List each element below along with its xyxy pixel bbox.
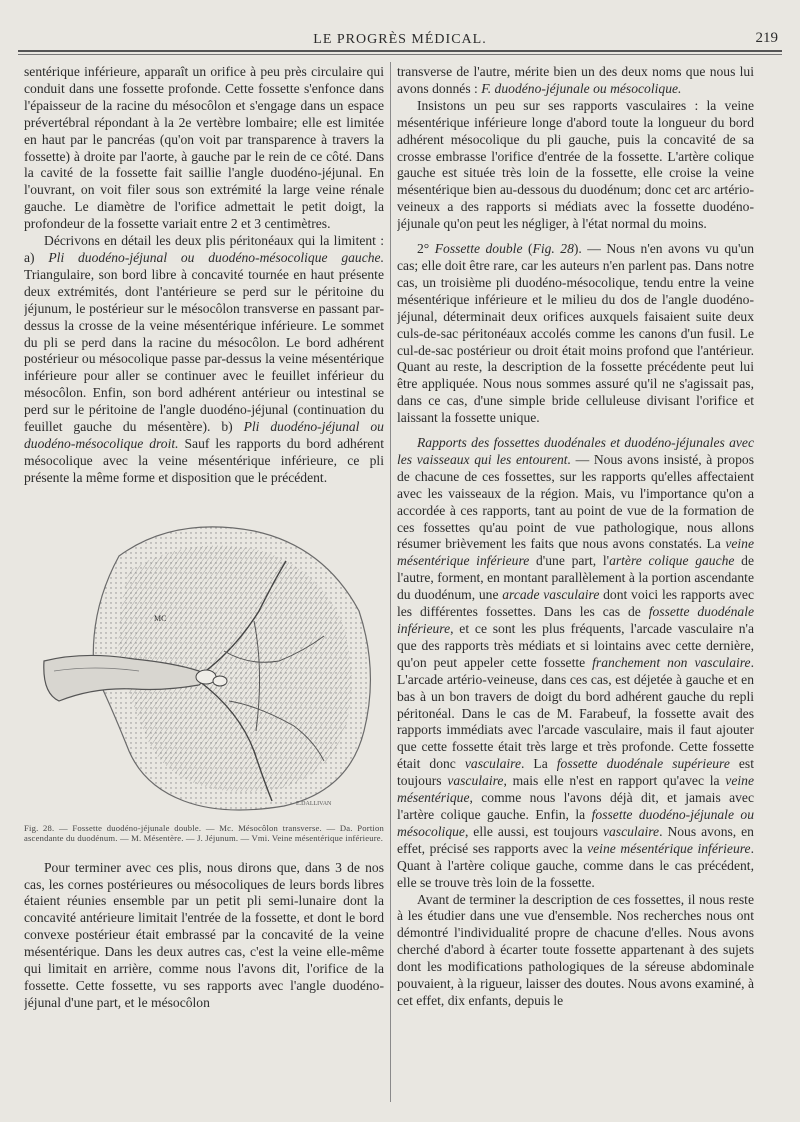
paragraph: Pour terminer avec ces plis, nous dirons que, dans 3 de nos cas, les cornes postérieures ou mésocoliques de leurs bords libres étaient réunies ensemble par un petit pli semi-lunaire dont la concavité antérieure limitait l'entrée de la fossette, et dont le bord convexe postérieur était embrassé par la concavité de la veine mésentérique. Dans les deux autres cas, c'est la veine elle-même qui limitait en arrière, comme nous l'avons dit, l'orifice de la fossette. Cette fossette, vu ses rapports avec l'angle duodéno-jéjunal d'une part, et le mésocôlon — [24, 859, 384, 1010]
text-run: dont voici les rapports avec les différentes fossettes. Dans les cas de — [397, 587, 754, 620]
text-run: Décrivons en détail les deux plis péritonéaux qui la limitent : a) — [24, 233, 384, 265]
left-column — [24, 64, 384, 1104]
paragraph — [24, 233, 384, 487]
text-run: . Nous avons, en effet, précisé ses rapports avec la — [397, 823, 754, 856]
italic-term: franchement non vasculaire — [592, 654, 751, 670]
text-run: . Quant à l'artère colique gauche, comme dans le cas précédent, elle se trouve très loin de la fossette. — [397, 840, 754, 890]
text-run: . La — [521, 756, 557, 772]
paragraph: Avant de terminer la description de ces fossettes, il nous reste à les étudier dans une vue d'ensemble. Nos recherches nous ont démontré l'individualité propre de chacune d'elles. Nous avons cherché d'abord à écarter toute fossette appartenant à des sujets dont les modifications pathologiques de la séreuse abdominale pouvaient, à la rigueur, laisser des doutes. Nous avons examiné, à cet effet, dix enfants, depuis le — [397, 891, 754, 1008]
italic-term: fossette duodéno-jéjunale ou mésocolique — [397, 806, 754, 839]
text-run: . L'arcade artério-veineuse, dans ces cas, est déjetée à gauche et en bas à un bon travers de doigt du bord adhérent gauche du repli péritonéal. Dans le cas de M. Farabeuf, la fossette avait des rapports immédiats avec l'arcade vasculaire, mais il faut ajouter que cette fossette était très large et très profonde. Cette fossette était donc — [397, 654, 754, 772]
text-run: ). — Nous n'en avons vu qu'un cas; elle doit être rare, car les auteurs n'en parlent pas. Dans notre cas, un troisième pli duodéno-mésocolique, tendu entre la veine mésentérique inférieure et le milieu du dos de l'angle duodéno-jéjunal, déterminait deux orifices auxquels faisaient suite deux culs-de-sac péritonéaux accolés comme les canons d'un fusil. Le cul-de-sac postérieur ou droit était moins profond que l'antérieur. Quant au reste, la description de la fossette précédente peut lui être appliquée. Nous nous sommes assuré qu'il ne s'agissait pas, dans ce cas, d'une simple bride celluleuse divisant l'orifice et laissant la fossette unique. — [397, 241, 754, 426]
text-run: , mais elle n'est en rapport qu'avec la — [503, 773, 726, 789]
italic-term: artère colique gauche — [609, 553, 735, 569]
right-column — [397, 64, 754, 1104]
italic-term: vasculaire — [464, 756, 521, 772]
text-run: ( — [522, 241, 533, 257]
italic-term: fossette duodénale supérieure — [556, 756, 730, 772]
text-run: , elle aussi, est toujours — [464, 823, 603, 839]
italic-term: veine mésentérique inférieure — [397, 536, 754, 569]
running-title: LE PROGRÈS MÉDICAL. — [313, 32, 487, 47]
header-rule — [18, 50, 782, 55]
paragraph — [397, 64, 754, 98]
paragraph — [397, 241, 754, 427]
italic-term: vasculaire — [447, 773, 504, 789]
text-run: de l'autre, forment, en montant parallèlement à la portion ascendante du duodénum, une — [397, 553, 754, 603]
italic-heading: Pli duodéno-jéjunal ou duodéno-mésocolique droit. — [24, 419, 384, 451]
figure-label-mc: MC — [154, 613, 167, 623]
anatomical-figure — [24, 501, 384, 844]
text-run: d'une part, l' — [529, 553, 610, 569]
text-run: est toujours — [397, 756, 754, 789]
page-header — [18, 28, 782, 52]
text-run: Sauf les rapports du bord adhérent mésocolique avec la veine mésentérique inférieure, ce pli présente la même forme et disposition que le précédent. — [24, 435, 384, 485]
italic-heading: Rapports des fossettes duodénales et duodéno-jéjunales avec les vaisseaux qui les entourent. — [397, 435, 754, 467]
figure-signature: E.DALLIVAN — [296, 800, 332, 807]
figure-reference: Fig. 28 — [532, 241, 574, 257]
italic-term: fossette duodénale inférieure — [397, 604, 754, 636]
text-run: Triangulaire, son bord libre à concavité tournée en haut présente deux extrémités, dont l'antérieure se perd sur le péritoine du jéjunum, le postérieur sur le mésocôlon transverse en passant par-dessus la crosse de la veine mésentérique inférieure. Le sommet du pli se perd dans la racine du mésocôlon. Le bord adhérent postérieur ou mésocolique passe par-dessus la veine mésentérique inférieure pour aller se continuer avec le feuillet inférieur du mésocôlon. Enfin, son bord adhérent antérieur ou intestinal se perd sur le péritoine de l'angle duodéno-jéjunal (continuation du feuillet gauche du mésentère). b) — [24, 266, 384, 435]
column-divider — [390, 62, 391, 1102]
text-run: — Nous avons insisté, à propos de chacune de ces fossettes, sur les rapports qu'elles affectaient avec les vaisseaux de la région. Mais, vu l'importance qu'on a accordée à ces rapports, tant au point de vue de la formation de ces fossettes qu'au point de vue pathologique, nous allons résumer brièvement les faits que nous avons constatés. La — [397, 451, 754, 552]
italic-heading: Fossette double — [434, 241, 523, 257]
text-run: transverse de l'autre, mérite bien un des deux noms que nous lui avons donnés : — [397, 64, 754, 96]
paragraph — [397, 435, 754, 891]
text-run: , et ce sont les plus fréquents, l'arcade vasculaire n'a que des rapports très médiats et si lointains avec cette dernière, qu'on peut appeler cette fossette — [397, 621, 754, 670]
figure-caption: Fig. 28. — Fossette duodéno-jéjunale double. — Mc. Mésocôlon transverse. — Da. Portion ascendante du duodénum. — M. Mésentère. — J. Jéjunum. — Vmi. Veine mésentérique inférieure. — [24, 822, 384, 844]
figure-illustration — [24, 501, 384, 821]
italic-term: F. duodéno-jéjunale ou mésocolique. — [481, 80, 682, 96]
text-run: 2° — [417, 241, 435, 257]
paragraph: sentérique inférieure, apparaît un orifice à peu près circulaire qui conduit dans une fossette profonde. Cette fossette s'enfonce dans l'épaisseur de la racine du mésocôlon et s'engage dans un espace prévertébral répondant à la 2e vertèbre lombaire; elle est limitée en haut par le pancréas (qu'on voit par transparence à travers la fossette) à droite par l'aorte, à gauche par le rein de ce côté. Dans la cavité de la fossette fait saillie l'angle duodéno-jéjunal. En l'ouvrant, on voit filer sous son extrémité la large veine rénale gauche. Le diamètre de l'orifice admettait le petit doigt, la profondeur de la fossette variait entre 2 et 3 centimètres. — [24, 64, 384, 232]
italic-term: vasculaire — [602, 823, 660, 839]
italic-term: veine mésentérique — [397, 773, 754, 806]
text-run: , comme nous l'avons déjà dit, et jamais avec l'artère colique gauche. Enfin, la — [397, 790, 754, 822]
paragraph: Insistons un peu sur ses rapports vasculaires : la veine mésentérique inférieure longe d'abord toute la longueur du bord adhérent mésocolique du pli gauche, puis la concavité de sa crosse embrasse l'orifice d'entrée de la fossette. L'artère colique gauche est située très loin de la fossette, elle croise la veine mésentérique bien au-dessous du duodénum; donc cet arc artério-veineux a des rapports si médiats avec la fossette duodéno-jéjunale qu'on peut les négliger, à l'état normal du moins. — [397, 97, 754, 232]
italic-term: arcade vasculaire — [502, 587, 600, 603]
italic-heading: Pli duodéno-jéjunal ou duodéno-mésocolique gauche. — [48, 249, 384, 265]
page-number: 219 — [755, 30, 778, 46]
italic-term: veine mésentérique inférieure — [587, 840, 751, 856]
